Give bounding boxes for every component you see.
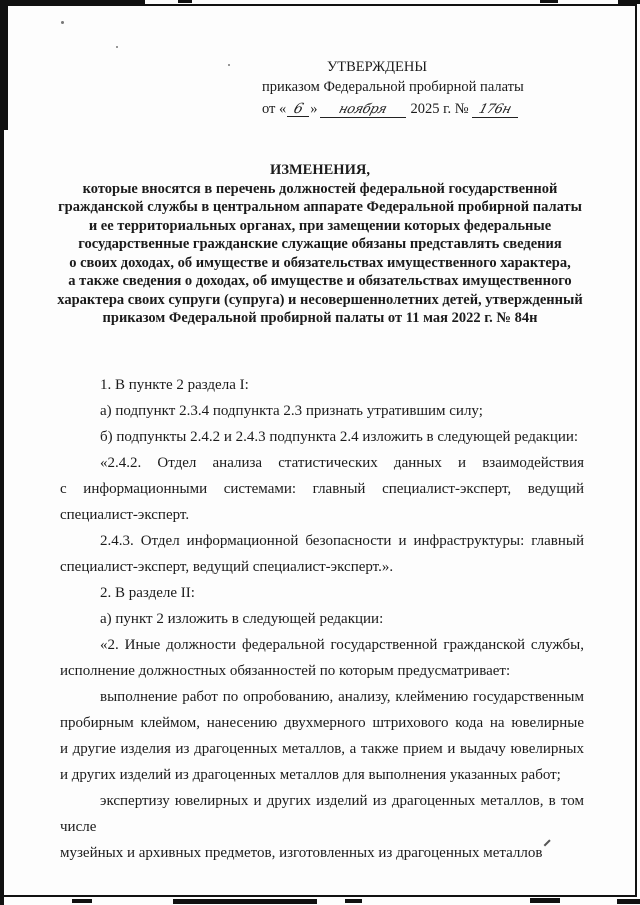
handwritten-day: 6 <box>291 101 305 117</box>
date-month-underline <box>320 102 406 118</box>
title-line: характера своих супруги (супруга) и несовершеннолетних детей, утвержденный <box>57 291 583 308</box>
order-number-underline <box>472 102 518 118</box>
paragraph-line: и другие изделия из драгоценных металлов, а также прием и выдачу ювелирных <box>60 741 584 757</box>
scan-artifact <box>178 0 192 3</box>
paragraph-line: экспертизу ювелирных и других изделий из драгоценных металлов, в том числе <box>60 793 584 835</box>
scan-border-right <box>635 4 637 897</box>
scan-left-bar <box>0 0 4 905</box>
paragraph <box>60 684 584 788</box>
scan-speck <box>116 46 118 48</box>
paragraph <box>60 580 584 606</box>
paragraph-line: б) подпункты 2.4.2 и 2.4.3 подпункта 2.4 изложить в следующей редакции: <box>100 429 579 445</box>
scan-artifact <box>530 898 560 903</box>
paragraph <box>60 424 584 450</box>
title-line: а также сведения о доходах, об имуществе и обязательствах имущественного <box>68 273 572 289</box>
date-prefix: от « <box>262 101 287 117</box>
document-body <box>60 372 584 866</box>
scan-artifact <box>617 899 640 904</box>
paragraph <box>60 528 584 580</box>
paragraph-line: музейных и архивных предметов, изготовленных из драгоценных металлов <box>60 845 543 861</box>
paragraph-line: 2.4.3. Отдел информационной безопасности и инфраструктуры: главный <box>100 533 584 549</box>
paragraph <box>60 788 584 866</box>
paragraph-line: «2.4.2. Отдел анализа статистических данных и взаимодействия <box>100 455 584 471</box>
paragraph-line: 1. В пункте 2 раздела I: <box>100 377 249 393</box>
scan-artifact <box>173 899 317 904</box>
approved-label: УТВЕРЖДЕНЫ <box>326 59 428 75</box>
scan-artifact <box>0 0 145 4</box>
paragraph-line: а) подпункт 2.3.4 подпункта 2.3 признать утратившим силу; <box>100 403 483 419</box>
approval-date-line <box>262 99 513 119</box>
paragraph-line: 2. В разделе II: <box>100 585 195 601</box>
approval-block <box>262 57 524 119</box>
paragraph-line: пробирным клеймом, нанесению двухмерного штрихового кода на ювелирные <box>60 715 584 731</box>
title-line: которые вносятся в перечень должностей федеральной государственной <box>82 180 558 197</box>
handwritten-month: ноября <box>337 102 389 117</box>
paragraph-line: и других изделий из драгоценных металлов для выполнения указанных работ; <box>60 767 561 783</box>
scan-border-top <box>8 4 637 6</box>
scan-artifact <box>345 899 362 903</box>
paragraph <box>60 372 584 398</box>
paragraph-line: исполнение должностных обязанностей по которым предусматривает: <box>60 663 511 679</box>
by-order-label: приказом Федеральной пробирной палаты <box>262 79 524 95</box>
paragraph-line: специалист-эксперт, ведущий специалист-эксперт.». <box>60 559 394 575</box>
paragraph <box>60 398 584 424</box>
title-heading: ИЗМЕНЕНИЯ, <box>270 162 370 178</box>
paragraph <box>60 632 584 684</box>
title-line: государственные гражданские служащие обязаны представлять сведения <box>78 236 562 252</box>
scan-artifact <box>618 0 640 4</box>
paragraph-line: а) пункт 2 изложить в следующей редакции: <box>100 611 384 627</box>
scan-artifact <box>540 0 558 3</box>
scan-border-bottom <box>2 895 637 897</box>
paragraph-line: специалист-эксперт. <box>60 507 190 523</box>
title-lines <box>55 180 585 328</box>
title-line: и ее территориальных органах, при замещении которых федеральные <box>88 217 552 234</box>
paragraph <box>60 606 584 632</box>
title-line: о своих доходах, об имуществе и обязательствах имущественного характера, <box>69 254 571 271</box>
scan-left-bar-thick <box>0 0 8 130</box>
date-year-label: 2025 г. № <box>410 101 469 117</box>
document-title <box>55 161 585 328</box>
date-close-quote: » <box>310 101 318 117</box>
scan-speck <box>228 64 230 66</box>
paragraph <box>60 450 584 528</box>
title-line: гражданской службы в центральном аппарате Федеральной пробирной палаты <box>58 199 582 215</box>
paragraph-line: «2. Иные должности федеральной государственной гражданской службы, <box>100 637 584 653</box>
scan-artifact <box>72 899 92 903</box>
paragraph-line: с информационными системами: главный специалист-эксперт, ведущий <box>60 481 584 497</box>
scan-speck <box>61 21 64 24</box>
handwritten-order-number: 176н <box>476 102 513 117</box>
paragraph-line: выполнение работ по опробованию, анализу, клеймению государственным <box>100 689 584 705</box>
date-day-underline <box>287 102 309 117</box>
title-line: приказом Федеральной пробирной палаты от 11 мая 2022 г. № 84н <box>102 310 538 326</box>
